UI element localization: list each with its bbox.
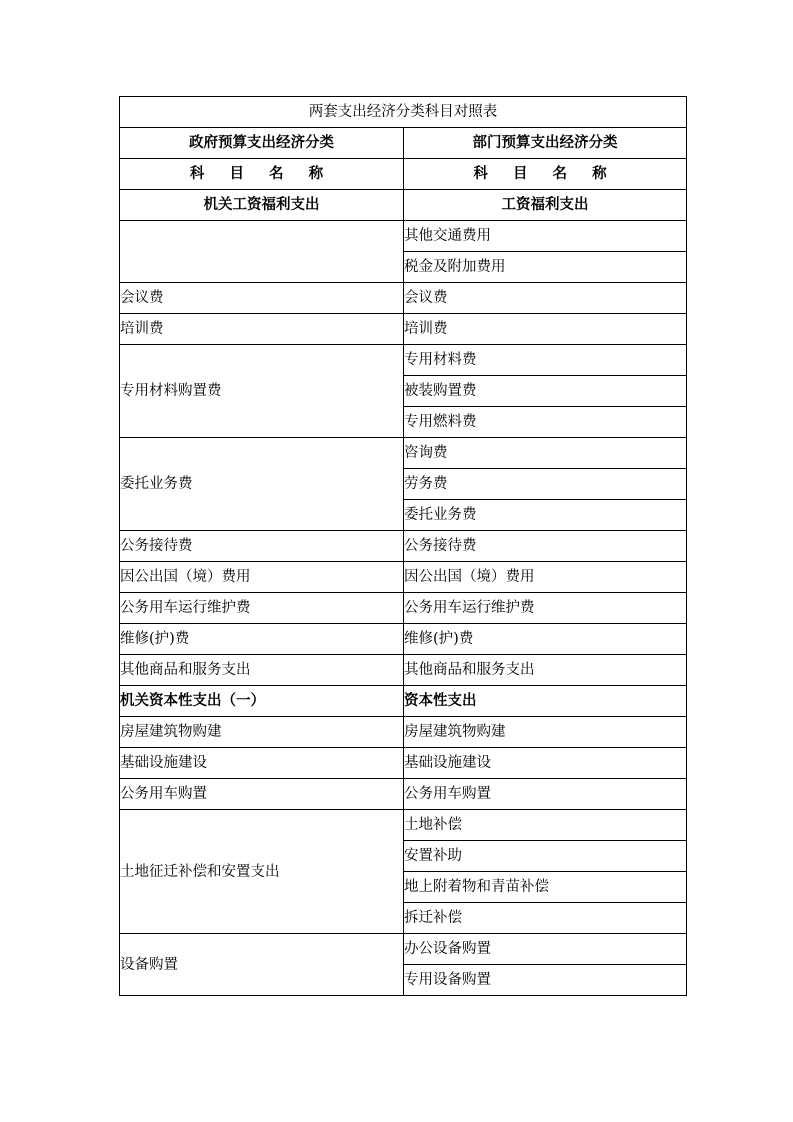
table-cell: 因公出国（境）费用 [404,562,687,593]
table-cell [120,221,404,283]
table-cell: 专用设备购置 [404,965,687,996]
table-cell: 安置补助 [404,841,687,872]
table-cell: 劳务费 [404,469,687,500]
table-cell: 设备购置 [120,934,404,996]
table-cell: 基础设施建设 [404,748,687,779]
table-cell: 维修(护)费 [120,624,404,655]
table-cell: 会议费 [120,283,404,314]
table-cell: 专用材料购置费 [120,345,404,438]
table-cell: 会议费 [404,283,687,314]
comparison-table [119,96,687,996]
table-cell: 咨询费 [404,438,687,469]
table-cell: 拆迁补偿 [404,903,687,934]
table-cell: 委托业务费 [404,500,687,531]
table-cell: 其他商品和服务支出 [404,655,687,686]
table-cell: 地上附着物和青苗补偿 [404,872,687,903]
table-cell: 房屋建筑物购建 [120,717,404,748]
table-cell: 公务接待费 [404,531,687,562]
section-wage-right: 工资福利支出 [404,190,687,221]
table-cell: 基础设施建设 [120,748,404,779]
table-cell: 房屋建筑物购建 [404,717,687,748]
table-cell: 公务用车运行维护费 [120,593,404,624]
table-cell: 税金及附加费用 [404,252,687,283]
table-cell: 其他商品和服务支出 [120,655,404,686]
table-cell: 土地补偿 [404,810,687,841]
header-item-name-left: 科 目 名 称 [120,159,404,190]
table-cell: 培训费 [404,314,687,345]
table-cell: 委托业务费 [120,438,404,531]
table-cell: 公务用车运行维护费 [404,593,687,624]
table-cell: 办公设备购置 [404,934,687,965]
header-gov-classification: 政府预算支出经济分类 [120,128,404,159]
section-wage-left: 机关工资福利支出 [120,190,404,221]
table-cell: 因公出国（境）费用 [120,562,404,593]
table-cell: 公务用车购置 [120,779,404,810]
table-title: 两套支出经济分类科目对照表 [120,97,687,128]
table-cell: 公务接待费 [120,531,404,562]
header-item-name-right: 科 目 名 称 [404,159,687,190]
table-cell: 专用燃料费 [404,407,687,438]
table-cell: 公务用车购置 [404,779,687,810]
table-cell: 被装购置费 [404,376,687,407]
section-capital-right: 资本性支出 [404,686,687,717]
table-cell: 专用材料费 [404,345,687,376]
table-cell: 土地征迁补偿和安置支出 [120,810,404,934]
section-capital-left: 机关资本性支出（一） [120,686,404,717]
header-dept-classification: 部门预算支出经济分类 [404,128,687,159]
table-cell: 维修(护)费 [404,624,687,655]
table-cell: 其他交通费用 [404,221,687,252]
table-cell: 培训费 [120,314,404,345]
